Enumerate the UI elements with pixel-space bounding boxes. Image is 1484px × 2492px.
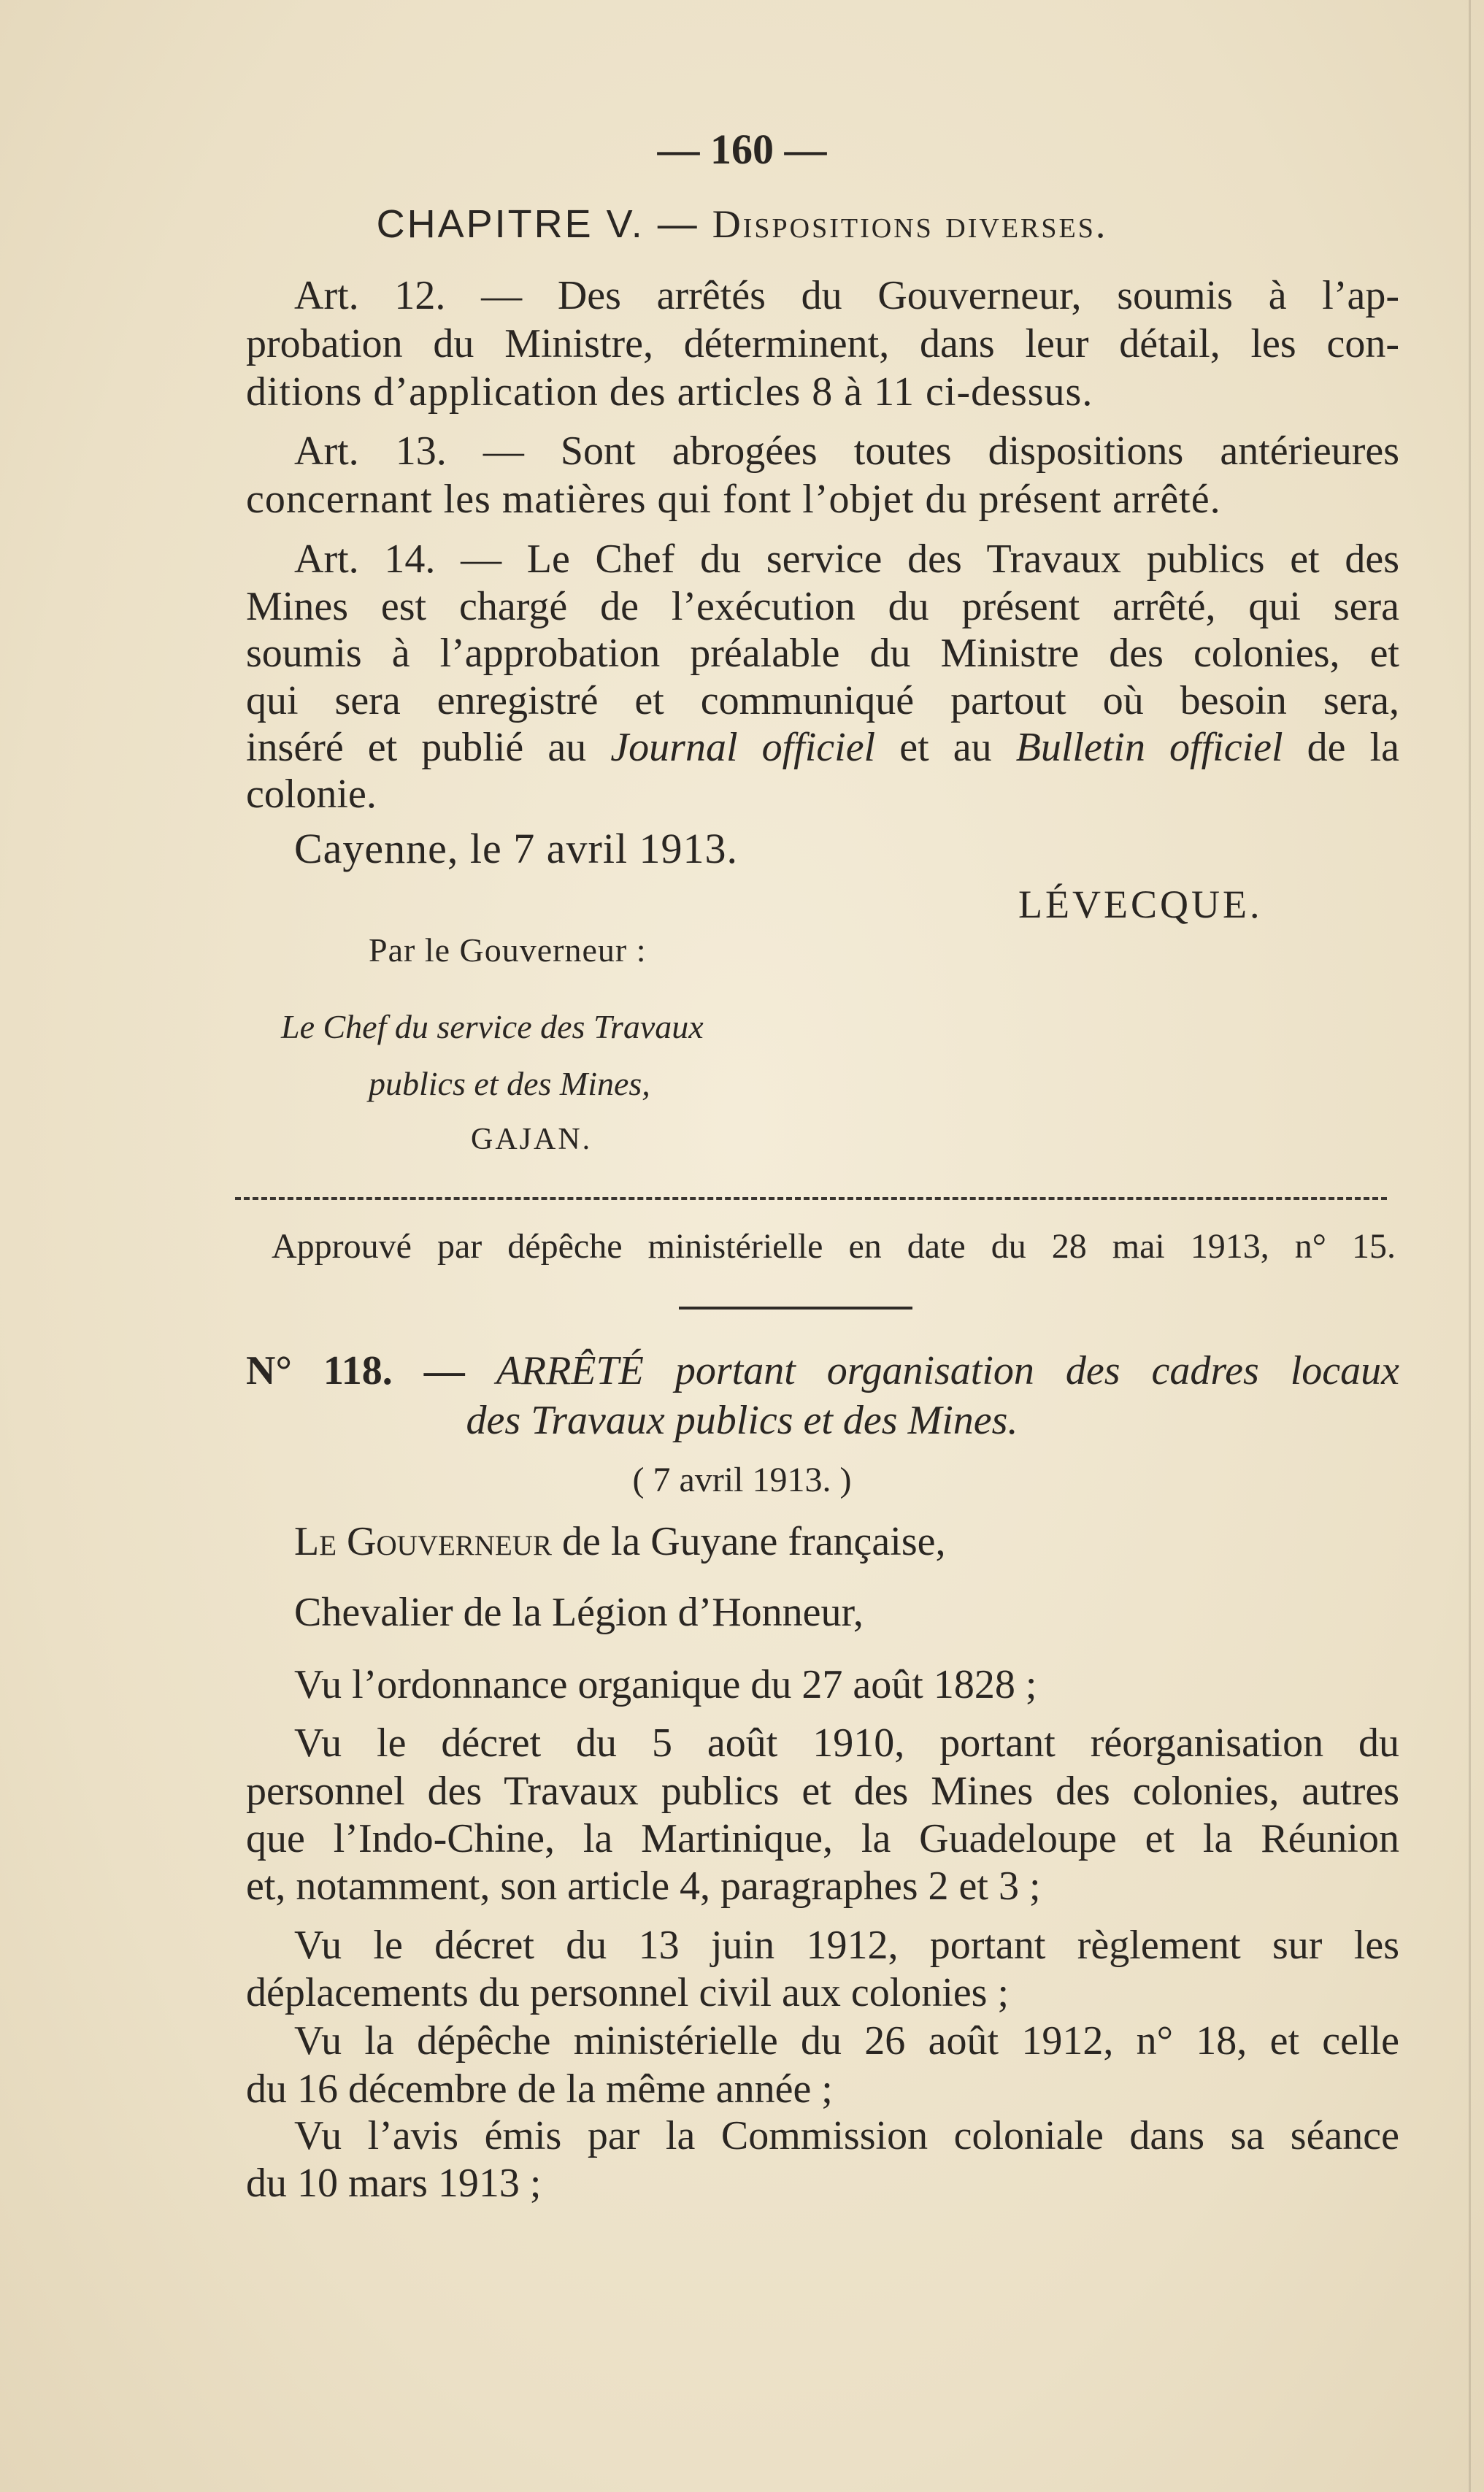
- visa-decret-1910-line3: que l’Indo-Chine, la Martinique, la Guadeloupe et la Réunion: [246, 1816, 1399, 1861]
- art14-line6: colonie.: [246, 772, 377, 817]
- visa-commission-line1: Vu l’avis émis par la Commission coloniale dans sa séance: [294, 2113, 1399, 2158]
- art14-line5-post: de la: [1283, 725, 1399, 770]
- art14-line5-pre: inséré et publié au: [246, 725, 611, 770]
- visa-depeche-line1: Vu la dépêche ministérielle du 26 août 1912, n° 18, et celle: [294, 2018, 1399, 2064]
- chapter-label: CHAPITRE V.: [376, 202, 645, 246]
- art12-line3: ditions d’application des articles 8 à 11 ci-dessus.: [246, 369, 1093, 415]
- decree-date: ( 7 avril 1913. ): [632, 1461, 852, 1499]
- art14-line3: soumis à l’approbation préalable du Ministre des colonies, et: [246, 631, 1399, 676]
- visa-decret-1910-line1: Vu le décret du 5 août 1910, portant réorganisation du: [294, 1720, 1399, 1766]
- art13-line1: Art. 13. — Sont abrogées toutes dispositions antérieures: [294, 428, 1399, 474]
- chapter-title: Dispositions diverses.: [712, 202, 1108, 246]
- visa-decret-1912-line2: déplacements du personnel civil aux colonies ;: [246, 1970, 1010, 2015]
- decree-title-line2: des Travaux publics et des Mines.: [466, 1398, 1018, 1443]
- visa-ordonnance: Vu l’ordonnance organique du 27 août 1828 ;: [294, 1662, 1037, 1707]
- countersign-line2: publics et des Mines,: [369, 1065, 650, 1102]
- journal-officiel: Journal officiel: [610, 725, 876, 770]
- visa-decret-1910-line2: personnel des Travaux publics et des Mines des colonies, autres: [246, 1769, 1399, 1814]
- section-divider: [235, 1197, 1387, 1200]
- art12-line2: probation du Ministre, déterminent, dans leur détail, les con-: [246, 321, 1399, 366]
- art14-line4: qui sera enregistré et communiqué partout où besoin sera,: [246, 678, 1399, 723]
- date-place: Cayenne, le 7 avril 1913.: [294, 825, 739, 872]
- page-edge: [1469, 0, 1471, 2492]
- decree-title-text: ARRÊTÉ portant organisation des cadres locaux: [496, 1348, 1399, 1393]
- chapter-heading: [0, 200, 1484, 248]
- par-gouverneur: Par le Gouverneur :: [369, 931, 647, 969]
- decree-issuer: [294, 1518, 945, 1566]
- visa-decret-1912-line1: Vu le décret du 13 juin 1912, portant règlement sur les: [294, 1923, 1399, 1968]
- chapter-dash: —: [657, 202, 699, 246]
- art14-line5: [246, 723, 1399, 772]
- short-divider: [679, 1307, 912, 1310]
- visa-commission-line2: du 10 mars 1913 ;: [246, 2161, 542, 2206]
- countersign-name: GAJAN.: [471, 1123, 593, 1156]
- art12-line1: Art. 12. — Des arrêtés du Gouverneur, soumis à l’ap-: [294, 273, 1399, 318]
- signatory: LÉVECQUE.: [1018, 882, 1263, 926]
- issuer-title: Le Gouverneur: [294, 1519, 552, 1564]
- decree-number: N° 118. —: [246, 1348, 465, 1393]
- art14-line5-mid: et au: [875, 725, 1016, 770]
- art14-line1: Art. 14. — Le Chef du service des Travaux publics et des: [294, 537, 1399, 582]
- bulletin-officiel: Bulletin officiel: [1015, 725, 1283, 770]
- issuer-rest: de la Guyane française,: [551, 1519, 946, 1564]
- decree-issuer-line2: Chevalier de la Légion d’Honneur,: [294, 1590, 864, 1635]
- visa-depeche-line2: du 16 décembre de la même année ;: [246, 2066, 833, 2112]
- countersign-line1: Le Chef du service des Travaux: [281, 1008, 704, 1045]
- page-number: — 160 —: [657, 126, 827, 173]
- visa-decret-1910-line4: et, notamment, son article 4, paragraphes 2 et 3 ;: [246, 1864, 1041, 1909]
- decree-title-line1: [246, 1347, 1399, 1395]
- art13-line2: concernant les matières qui font l’objet du présent arrêté.: [246, 477, 1221, 522]
- approval-note: Approuvé par dépêche ministérielle en date du 28 mai 1913, n° 15.: [272, 1227, 1396, 1266]
- art14-line2: Mines est chargé de l’exécution du présent arrêté, qui sera: [246, 584, 1399, 629]
